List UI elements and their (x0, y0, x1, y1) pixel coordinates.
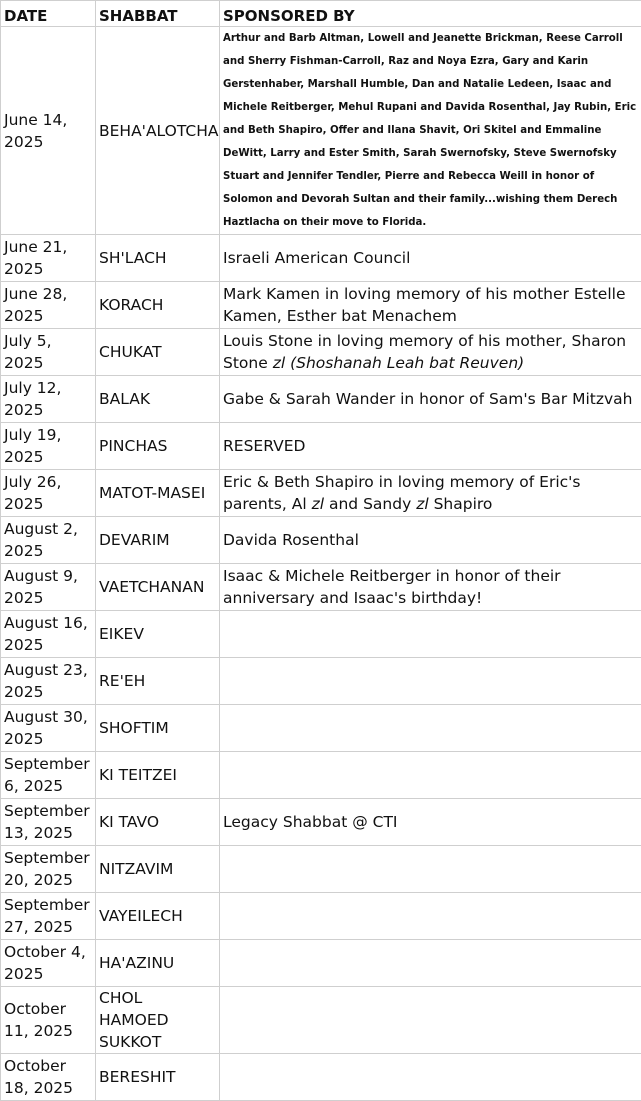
table-row (1, 235, 641, 282)
sponsor-cell (220, 705, 641, 752)
table-row (1, 987, 641, 1054)
sponsor-text: and Sandy (329, 495, 411, 513)
table-row (1, 799, 641, 846)
shabbat-cell: KORACH (96, 282, 220, 329)
table-row (1, 846, 641, 893)
sponsor-memorial-text: zl (416, 495, 428, 513)
shabbat-cell: SHOFTIM (96, 705, 220, 752)
sponsor-cell (220, 893, 641, 940)
date-cell: August 16, 2025 (1, 611, 96, 658)
table-row (1, 27, 641, 235)
sponsor-cell (220, 611, 641, 658)
sponsor-memorial-text: zl (312, 495, 324, 513)
sponsor-text: Louis Stone in loving memory of his mother, Sharon Stone (223, 332, 626, 372)
sponsor-cell (220, 658, 641, 705)
table-row (1, 611, 641, 658)
sponsor-cell: Mark Kamen in loving memory of his mother Estelle Kamen, Esther bat Menachem (220, 282, 641, 329)
column-header-date: DATE (1, 1, 96, 27)
date-cell: July 12, 2025 (1, 376, 96, 423)
date-cell: October 4, 2025 (1, 940, 96, 987)
shabbat-cell: PINCHAS (96, 423, 220, 470)
date-cell: July 5, 2025 (1, 329, 96, 376)
date-cell: September 6, 2025 (1, 752, 96, 799)
date-cell: October 11, 2025 (1, 987, 96, 1054)
sponsor-cell (220, 329, 641, 376)
table-row (1, 329, 641, 376)
table-row (1, 893, 641, 940)
sponsor-text: Arthur and Barb Altman, Lowell and Jeanette Brickman, Reese Carroll and Sherry Fishman-Carroll, Raz and Noya Ezra, Gary and Karin Gerstenhaber, Marshall Humble, Dan and Natalie Ledeen, Isaac and Michele Reitberger, Mehul Rupani and Davida Rosenthal, Jay Rubin, Eric and Beth Shapiro, Offer and Ilana Shavit, Ori Skitel and Emmaline DeWitt, Larry and Ester Smith, Sarah Swernofsky, Steve Swernofsky Stuart and Jennifer Tendler, Pierre and Rebecca Weill in honor of Solomon and Devorah Sultan and their family...wishing them Derech Haztlacha on their move to Florida. (223, 27, 638, 234)
table-row (1, 705, 641, 752)
shabbat-cell: RE'EH (96, 658, 220, 705)
sponsor-cell: RESERVED (220, 423, 641, 470)
table-row (1, 376, 641, 423)
shabbat-cell: DEVARIM (96, 517, 220, 564)
header-row (1, 1, 641, 27)
table-row (1, 752, 641, 799)
shabbat-cell: SH'LACH (96, 235, 220, 282)
date-cell: June 21, 2025 (1, 235, 96, 282)
column-header-shabbat: SHABBAT (96, 1, 220, 27)
sponsor-cell (220, 987, 641, 1054)
date-cell: September 20, 2025 (1, 846, 96, 893)
shabbat-cell: NITZAVIM (96, 846, 220, 893)
shabbat-cell: BALAK (96, 376, 220, 423)
shabbat-cell: BERESHIT (96, 1054, 220, 1101)
date-cell: June 14, 2025 (1, 27, 96, 235)
sponsor-text: Eric & Beth Shapiro in loving memory of Eric's parents, Al (223, 473, 580, 513)
table-row (1, 658, 641, 705)
shabbat-cell: MATOT-MASEI (96, 470, 220, 517)
date-cell: August 2, 2025 (1, 517, 96, 564)
date-cell: October 18, 2025 (1, 1054, 96, 1101)
table-row (1, 517, 641, 564)
sponsor-cell (220, 752, 641, 799)
date-cell: July 26, 2025 (1, 470, 96, 517)
sponsor-cell: Gabe & Sarah Wander in honor of Sam's Bar Mitzvah (220, 376, 641, 423)
sponsor-cell (220, 470, 641, 517)
sponsor-cell (220, 940, 641, 987)
shabbat-cell: BEHA'ALOTCHA (96, 27, 220, 235)
table-row (1, 1054, 641, 1101)
sponsor-cell: Legacy Shabbat @ CTI (220, 799, 641, 846)
date-cell: June 28, 2025 (1, 282, 96, 329)
date-cell: July 19, 2025 (1, 423, 96, 470)
shabbat-cell: CHOL HAMOED SUKKOT (96, 987, 220, 1054)
column-header-sponsored-by: SPONSORED BY (220, 1, 641, 27)
shabbat-cell: EIKEV (96, 611, 220, 658)
sponsor-cell (220, 846, 641, 893)
shabbat-cell: KI TAVO (96, 799, 220, 846)
table-row (1, 282, 641, 329)
date-cell: August 9, 2025 (1, 564, 96, 611)
date-cell: August 23, 2025 (1, 658, 96, 705)
date-cell: August 30, 2025 (1, 705, 96, 752)
shabbat-cell: KI TEITZEI (96, 752, 220, 799)
table-row (1, 564, 641, 611)
sponsor-cell (220, 1054, 641, 1101)
date-cell: September 13, 2025 (1, 799, 96, 846)
shabbat-cell: HA'AZINU (96, 940, 220, 987)
shabbat-cell: VAETCHANAN (96, 564, 220, 611)
sponsor-cell: Isaac & Michele Reitberger in honor of their anniversary and Isaac's birthday! (220, 564, 641, 611)
table-row (1, 470, 641, 517)
date-cell: September 27, 2025 (1, 893, 96, 940)
sponsor-text: Shapiro (434, 495, 493, 513)
table-row (1, 940, 641, 987)
sponsor-cell: Davida Rosenthal (220, 517, 641, 564)
sponsor-cell (220, 27, 641, 235)
sponsor-memorial-text: zl (Shoshanah Leah bat Reuven) (273, 354, 525, 372)
sponsor-cell: Israeli American Council (220, 235, 641, 282)
shabbat-cell: CHUKAT (96, 329, 220, 376)
table-row (1, 423, 641, 470)
shabbat-cell: VAYEILECH (96, 893, 220, 940)
